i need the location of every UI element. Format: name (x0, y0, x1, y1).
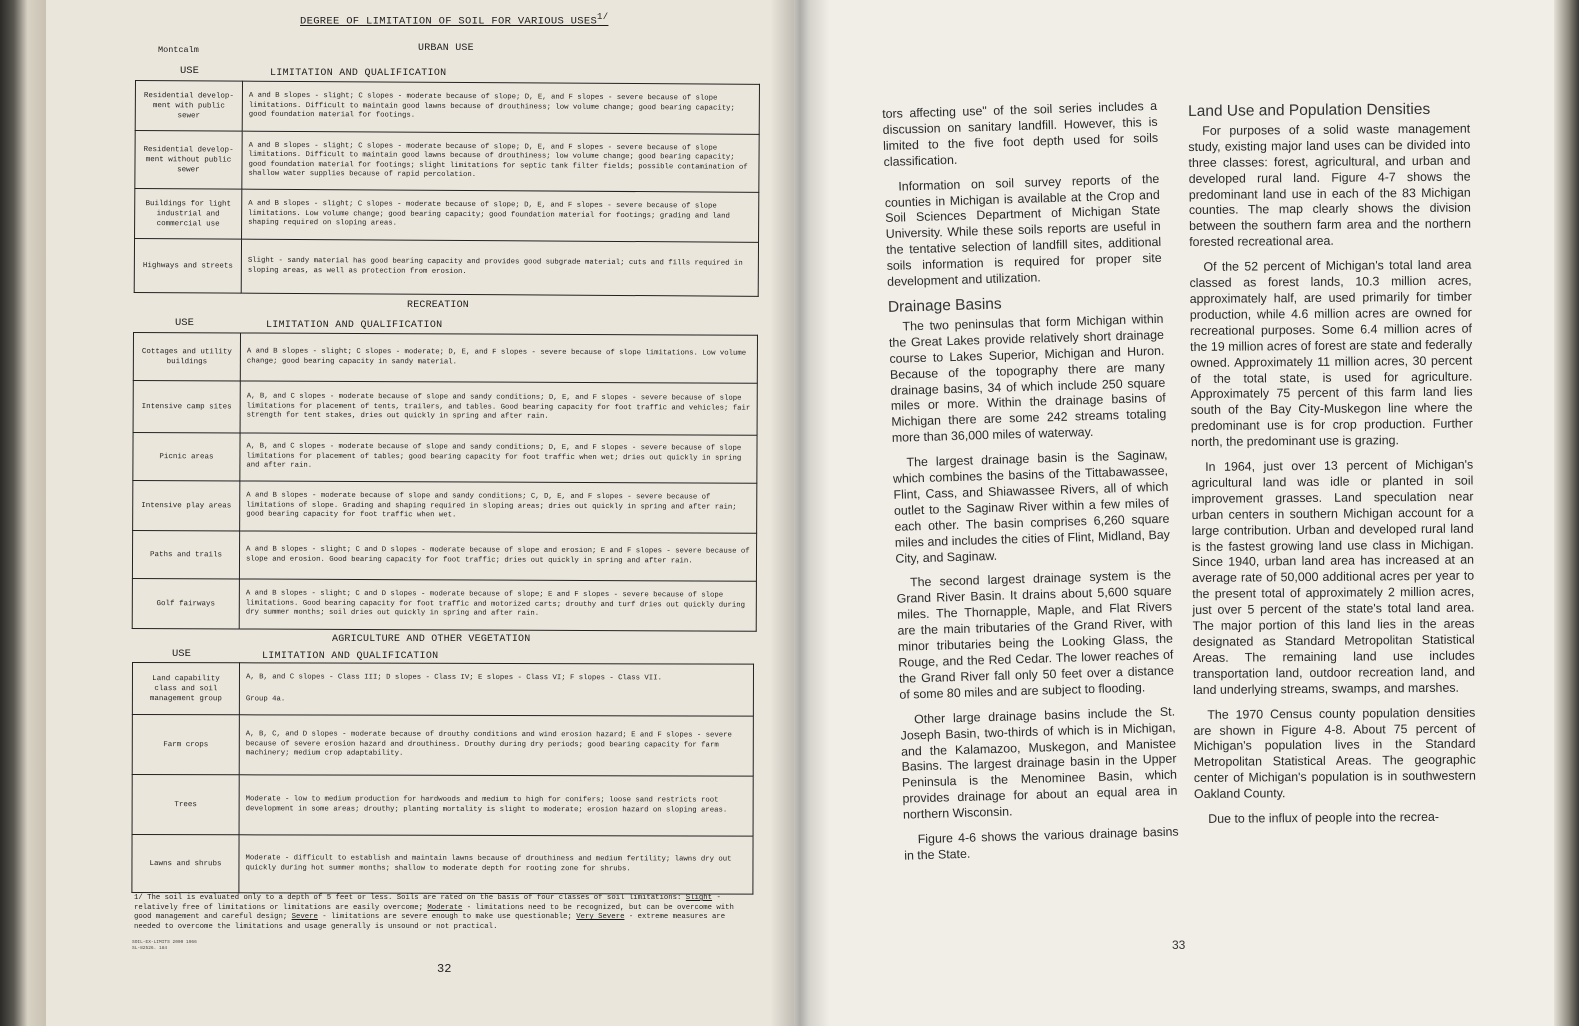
limitation-cell: A, B, and C slopes - moderate because of slope and sandy conditions; D, E, and F slopes - severe because of slope limitations for placement of tents, trailers, and tables. Good bearing capacity for foot traffic and vehicles; fair strength for tent stakes, dries out quickly in spring and after rain. (240, 381, 757, 435)
use-cell: Intensive play areas (133, 481, 240, 531)
page-title: DEGREE OF LIMITATION OF SOIL FOR VARIOUS $USES^{1/}$ (300, 12, 609, 28)
use-cell: Land capability class and soil management group (132, 663, 239, 715)
table-row (133, 481, 757, 534)
limitation-column-header: LIMITATION AND QUALIFICATION (266, 320, 443, 331)
use-column-header: USE (172, 648, 191, 660)
use-cell: Residential develop-ment without public sewer (135, 131, 242, 190)
text-column-1 (882, 99, 1180, 874)
table-row (132, 531, 756, 582)
paragraph: Due to the influx of people into the recrea- (1208, 809, 1440, 826)
paragraph: tors affecting use" of the soil series includes a discussion on sanitary landfill. However, this is limited to the five foot depth used for soils classification. (882, 98, 1159, 169)
table-row (132, 663, 753, 717)
book-gutter (770, 0, 830, 1026)
limitation-cell: A and B slopes - slight; C slopes - moderate; D, E, and F slopes - severe because of slope limitations. Low volume change; good bearing capacity in sandy material. (240, 333, 757, 383)
table-row (135, 131, 759, 193)
left-page-edges (0, 0, 46, 1026)
paragraph: The largest drainage basin is the Saginaw, which combines the basins of the Tittabawassee, Flint, Cass, and Shiawassee Rivers, all of which outlet to the Saginaw River within a few miles of each other. The basin comprises 6,260 square miles and includes the cities of Flint, Midland, Bay City, and Saginaw. (892, 447, 1171, 566)
table-row (134, 239, 758, 297)
use-cell: Golf fairways (132, 578, 239, 628)
use-cell: Farm crops (132, 715, 239, 775)
limitation-cell: Moderate - difficult to establish and maintain lawns because of drouthiness and medium fertility; lawns dry out quickly during hot summer months; shallow to moderate depth for rooting zone for shrubs. (239, 835, 753, 894)
section-heading-land-use: Land Use and Population Densities (1187, 100, 1431, 120)
management-group-text: Group 4a. (245, 694, 286, 703)
section-heading-urban: URBAN USE (418, 43, 474, 54)
paragraph: The two peninsulas that form Michigan within the Great Lakes provide relatively short drainage course to Lakes Superior, Michigan and Huron. Because of the topography there are many drainage basins, 34 of which include 250 square miles or more. Within the drainage basins of Michigan there are some 242 streams totaling more than 36,000 miles of waterway. (888, 311, 1167, 446)
use-cell: Buildings for light industrial and commercial use (135, 189, 242, 240)
footnote: 1/ The soil is evaluated only to a depth of 5 feet or less. Soils are rated on the basis of four classes of soil limitations: Slight - relatively free of limitations or limitations are easily overcome; Moderate - limitations need to be recognized, but can be overcome with good management and careful design; Severe - limitations are severe enough to make use questionable; Very Severe - extreme measures are needed to overcome the limitations and usage generally is unsound or not practical. (134, 894, 734, 931)
right-page-edges (1554, 0, 1579, 1026)
limitation-cell: A and B slopes - slight; C slopes - moderate because of slope; D, E, and F slopes - severe because of slope limitations. Difficult to maintain good lawns because of drouthiness; low volume change; good bearing capacity; good foundation material for footings. (242, 81, 759, 134)
table-row (135, 81, 759, 135)
paragraph: The 1970 Census county population densities are shown in Figure 4-8. About 75 percent of Michigan's population lives in the Standard Metropolitan Statistical Areas. The geographic center of Michigan's population is in southwestern Oakland County. (1193, 705, 1476, 802)
recreation-table (132, 332, 758, 632)
section-heading-recreation: RECREATION (407, 300, 470, 311)
limitation-cell: Slight - sandy material has good bearing capacity and provides good subgrade material; cuts and fills required in sloping areas, as well as protection from erosion. (241, 239, 758, 296)
table-row (132, 715, 753, 777)
table-row (132, 578, 756, 631)
limitation-cell (239, 663, 753, 716)
limitation-column-header: LIMITATION AND QUALIFICATION (262, 651, 439, 662)
use-cell: Lawns and shrubs (132, 835, 239, 893)
table-row (135, 189, 759, 243)
paragraph: Of the 52 percent of Michigan's total land area classed as forest lands, 10.3 million acres, approximately half, are used primarily for timber production, while 4.6 million acres are owned for recreational purposes. Some 6.4 million acres of the 19 million acres of forest are state and federally owned. Approximately 11 million acres, 30 percent of the total state, is used for agriculture. Approximately 75 percent of this farm land lies south of the Bay City-Muskegon line where the predominant use is for crop production. Further north, the predominant use is grazing. (1189, 257, 1473, 450)
urban-use-table (134, 80, 760, 297)
table-row (132, 835, 753, 895)
county-label: Montcalm (158, 45, 199, 55)
table-row (132, 775, 753, 837)
paragraph: The second largest drainage system is the Grand River Basin. It drains about 5,600 square miles. The Thornapple, Maple, and Flat Rivers are the main tributaries of the Grand River, with minor tributaries being the Looking Glass, the Rouge, and the Red Cedar. The lower reaches of the Grand River fall only 50 feet over a distance of some 80 miles and are subject to flooding. (896, 568, 1175, 702)
agriculture-table (131, 662, 754, 895)
paragraph: Figure 4-6 shows the various drainage basins in the State. (904, 824, 1179, 863)
limitation-cell: A and B slopes - slight; C and D slopes - moderate because of slope and erosion; E and F slopes - severe because of slope and erosion. Good bearing capacity for foot traffic; dries out quickly in spring and after rain. (239, 531, 756, 581)
limitation-cell: A, B, and C slopes - moderate because of slope and sandy conditions; D, E, and F slopes - severe because of slope limitations for placement of tables; good bearing capacity for foot traffic when wet; dries out quickly in spring and after rain. (240, 433, 757, 483)
use-column-header: USE (175, 317, 194, 329)
table-row (133, 381, 757, 436)
use-cell: Cottages and utility buildings (133, 333, 240, 381)
limitation-text: A, B, and C slopes - Class III; D slopes - Class IV; E slopes - Class VI; F slopes - Class VII. (245, 673, 662, 683)
section-heading-agriculture: AGRICULTURE AND OTHER VEGETATION (332, 634, 531, 645)
table-row (133, 333, 757, 384)
use-cell: Highways and streets (134, 239, 241, 294)
use-cell: Paths and trails (132, 531, 239, 579)
paragraph: In 1964, just over 13 percent of Michigan's agricultural land was idle or planted in soil improvement grasses. Land speculation near urban centers in southern Michigan account for a large contribution. Urban and developed rural land is the fastest growing land use class in Michigan. Since 1940, urban land area has increased at an average rate of 50,000 additional acres per year to the present total of approximately 2 million acres, just over 5 percent of the state's total land area. The major portion of this land lies in the areas designated as Standard Metropolitan Statistical Areas. The remaining land use includes transportation land, outdoor recreation land, and land underlying streams, swamps, and marshes. (1191, 457, 1476, 697)
use-cell: Picnic areas (133, 433, 240, 481)
limitation-cell: A, B, C, and D slopes - moderate because of drouthy conditions and wind erosion hazard; E and F slopes - severe because of severe erosion hazard and drouthiness. Drouthy during dry periods; good bearing capacity for farm machinery; medium crop adaptability. (239, 715, 753, 776)
limitation-cell: Moderate - low to medium production for hardwoods and medium to high for conifers; loose sand restricts root development in some areas; drouthy; planting mortality is slight to moderate; erosion hazard on sloping areas. (239, 775, 753, 836)
page-number-left: 32 (437, 962, 452, 976)
limitation-cell: A and B slopes - slight; C slopes - moderate because of slope; D, E, and F slopes - severe because of slope limitations. Difficult to maintain good lawns because of drouthiness; low volume change; good bearing capacity; good foundation material for footings; slight limitations for septic tank filter fields; possible contamination of shallow water supplies because of rapid percolation. (242, 131, 759, 192)
limitation-cell: A and B slopes - slight; C and D slopes - moderate because of slope; E and F slopes - severe because of slope limitations. Good bearing capacity for foot traffic and motorized carts; drouthy and turf dries out quickly during dry summer months; soil dries out quickly in spring and after rain. (239, 579, 756, 631)
use-cell: Trees (132, 775, 239, 835)
title-footnote-mark: 1/ (597, 12, 609, 22)
limitation-column-header: LIMITATION AND QUALIFICATION (270, 68, 447, 79)
use-column-header: USE (180, 65, 199, 77)
use-cell: Intensive camp sites (133, 381, 240, 433)
section-heading-drainage: Drainage Basins (887, 295, 1002, 316)
text-column-2 (1188, 102, 1476, 837)
paragraph: Other large drainage basins include the St. Joseph Basin, two-thirds of which is in Michigan, and the Kalamazoo, Muskegon, and Manistee Basins. The largest drainage basin in the Upper Peninsula is the Menominee Basin, which provides drainage for about an equal area in northern Wisconsin. (900, 704, 1178, 822)
use-cell: Residential develop-ment with public sewer (135, 81, 242, 132)
page-number-right: 33 (1172, 938, 1186, 952)
table-row (133, 433, 757, 484)
print-code: SOIL-EX-LIMITS 2000 1966 SL-82526. 184 (132, 940, 197, 951)
limitation-cell: A and B slopes - moderate because of slope and sandy conditions; C, D, E, and F slopes - severe because of limitations of slope. Grading and shaping required in sloping areas; dries out quickly in spring and after rain; good bearing capacity for foot traffic when wet. (240, 481, 757, 533)
footnote-mark: 1/ (134, 894, 143, 902)
limitation-cell: A and B slopes - slight; C slopes - moderate because of slope; D, E, and F slopes - severe because of slope limitations. Low volume change; good bearing capacity; good foundation material for footings; grading and land shaping required on sloping areas. (242, 189, 759, 242)
paragraph: Information on soil survey reports of the counties in Michigan is available at the Crop and Soil Sciences Department of Michigan State University. While these soils reports are useful in the tentative selection of landfill sites, additional soils information is required for proper site development and utilization. (884, 171, 1162, 289)
paragraph: For purposes of a solid waste management study, existing major land uses can be divided into three classes: forest, agricultural, and urban and developed rural land. Figure 4-7 shows the predominant land use in each of the 83 Michigan counties. The map clearly shows the division between the southern farm area and the northern forested recreational area. (1188, 121, 1472, 250)
